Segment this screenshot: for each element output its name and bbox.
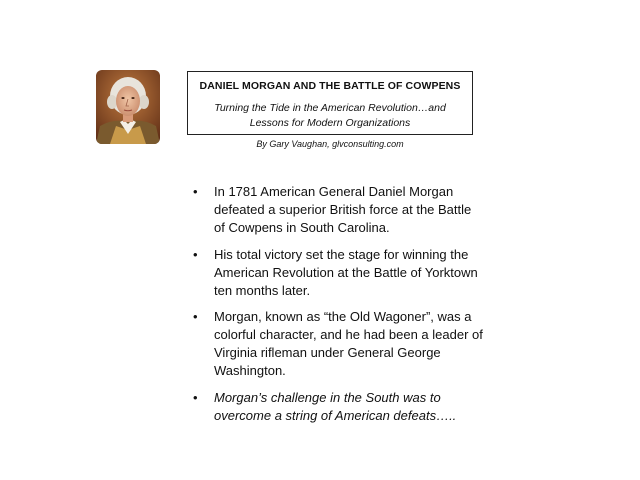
bullet-marker: • bbox=[193, 184, 198, 199]
bullet-list bbox=[193, 183, 483, 433]
bullet-text: Morgan’s challenge in the South was to overcome a string of American defeats….. bbox=[214, 389, 457, 423]
portrait-of-daniel-morgan-icon bbox=[96, 70, 160, 144]
subtitle bbox=[188, 101, 472, 131]
portrait-image bbox=[96, 70, 160, 144]
bullet-marker: • bbox=[193, 309, 198, 324]
bullet-item bbox=[193, 308, 483, 380]
bullet-text: Morgan, known as “the Old Wagoner”, was a colorful character, and he had been a leader of Virginia rifleman under General George Washington. bbox=[214, 309, 483, 378]
bullet-text: In 1781 American General Daniel Morgan defeated a superior British force at the Battle of Cowpens in South Carolina. bbox=[214, 184, 472, 235]
bullet-marker: • bbox=[193, 389, 198, 405]
subtitle-line-1: Turning the Tide in the American Revolution…and bbox=[214, 102, 446, 114]
title-box bbox=[187, 71, 473, 135]
bullet-item bbox=[193, 183, 483, 237]
byline: By Gary Vaughan, glvconsulting.com bbox=[256, 139, 404, 149]
subtitle-line-2: Lessons for Modern Organizations bbox=[249, 117, 411, 129]
bullet-text: His total victory set the stage for winning the American Revolution at the Battle of Yorktown ten months later. bbox=[214, 246, 478, 298]
page-title: DANIEL MORGAN AND THE BATTLE OF COWPENS bbox=[199, 80, 461, 92]
bullet-marker: • bbox=[193, 246, 198, 262]
bullet-item bbox=[193, 389, 483, 425]
bullet-item bbox=[193, 246, 483, 300]
